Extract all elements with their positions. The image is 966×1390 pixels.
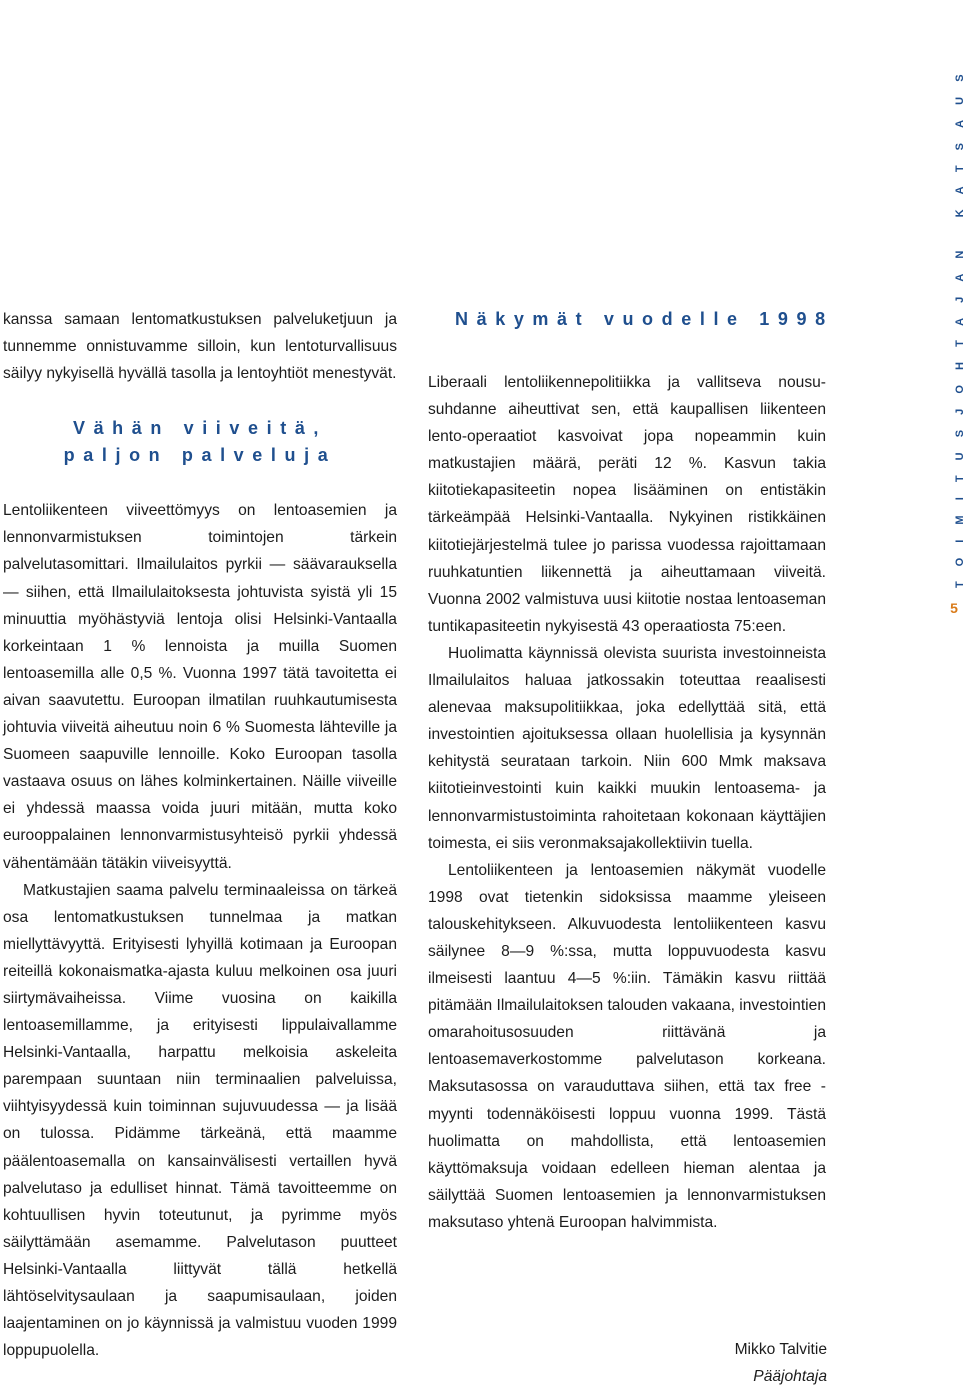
outlook-paragraph-2: Huolimatta käynnissä olevista suurista investoinneista Ilmailulaitos haluaa jatkossakin toteuttaa reaalisesti alenevaa maksupolitiikkaa, joka edellyttää sitä, että investointien ajoituksessa ollaan huolellisia ja kysynnän kehitystä seurataan tarkoin. Niin 600 Mmk maksava kiitotieinvestointi kuin kaikki muukin lentoasema- ja lennonvarmistustoiminta rahoitetaan kokonaan käyttäjien toimesta, ei siis veronmaksajakollektiivin tuella.	[428, 644, 826, 852]
intro-paragraph: kanssa samaan lentomatkustuksen palveluketjuun ja tunnemme onnistuvamme silloin, kun lentoturvallisuus säilyy nykyisellä hyvällä tasolla ja lentoyhtiöt menestyvät.	[3, 311, 397, 383]
heading-line-1: Vähän viiveitä,	[72, 418, 328, 439]
section-heading-delays	[3, 415, 397, 469]
delays-paragraph: Lentoliikenteen viiveettömyys on lentoasemien ja lennonvarmistuksen toimintojen tärkein palvelutasomittari. Ilmailulaitos pyrkii — säävarauksella — siihen, että Ilmailulaitoksesta johtuvista syistä yli 15 minuuttia myöhästyviä lentoja olisi Helsinki-Vantaalla korkeintaan 1 % lennoista ja muilla Suomen lentoasemilla alle 0,5 %. Vuonna 1997 tätä tavoitetta ei aivan saavutettu. Euroopan ilmatilan ruuhkautumisesta johtuvia viiveitä aiheutuu noin 6 % Suomesta lähteville ja Suomeen saapuville lennoille. Koko Euroopan tasolla vastaava osuus on lähes kolminkertainen. Näille viiveille ei yhdessä maassa voida juuri mitään, mutta koko eurooppalainen lennonvarmistusyhteisö pyrkii yhdessä vähentämään tätäkin viiveisyyttä.	[3, 502, 397, 872]
signature-name: Mikko Talvitie	[734, 1341, 827, 1358]
terminal-service-paragraph: Matkustajien saama palvelu terminaaleissa on tärkeä osa lentomatkustuksen tunnelmaa ja matkan miellyttävyyttä. Erityisesti lyhyillä kotimaan ja Euroopan reiteillä kokonaismatka-ajasta kuluu melkoinen osa juuri siirtymävaiheissa. Viime vuosina on kaikilla lentoasemillamme, ja erityisesti lippulaivallamme Helsinki-Vantaalla, harpattu melkoisia askeleita parempaan suuntaan niin terminaalien palveluissa, viihtyisyydessä kuin toiminnan sujuvuudessa — ja lisää on tulossa. Pidämme tärkeänä, että maamme päälentoasemalla on kansainvälisesti vertaillen hyvä palvelutaso ja edulliset hinnat. Tämä tavoitteemme on kohtuullisen hyvin toteutunut, ja pyrimme myös säilyttämään asemamme. Palvelutason puutteet Helsinki-Vantaalla liittyvät tällä hetkellä lähtöselvitysaulaan ja saapumisaulaan, joiden laajentaminen on jo käynnissä ja valmistuu vuoden 1999 loppupuolella.	[3, 881, 397, 1360]
outlook-paragraph-3: Lentoliikenteen ja lentoasemien näkymät vuodelle 1998 ovat tietenkin sidoksissa maamme yleiseen talouskehitykseen. Alkuvuodesta lentoliikenteen kasvu säilynee 8—9 %:ssa, mutta loppuvuodesta kasvu ilmeisesti laantuu 4—5 %:iin. Tämäkin kasvu riittää pitämään Ilmailulaitoksen talouden vakaana, investointien omarahoitusosuuden riittävänä ja lentoasemaverkostomme palvelutason korkeana. Maksutasossa on varauduttava siihen, että tax free -myynti todennäköisesti loppuu vuonna 1999. Tästä huolimatta on mahdollista, että lentoasemien käyttömaksuja voidaan edelleen hieman alentaa ja säilyttää Suomen lentoasemien ja lennonvarmistuksen maksutaso yhtenä Euroopan halvimmista.	[428, 861, 826, 1231]
outlook-paragraph-1: Liberaali lentoliikennepolitiikka ja vallitseva noususuhdanne aiheuttivat sen, että kaupallisen liikenteen lento-operaatiot kasvoivat jopa nopeammin kuin matkustajien määrä, peräti 12 %. Kasvun takia kiitotiekapasiteetin nopea lisääminen on entistäkin tärkeämpää Helsinki-Vantaalla. Nykyinen ristikkäinen kiitotiejärjestelmä tulee jo parissa vuodessa rajoittamaan ruuhkatuntien liikennettä ja aiheuttamaan viiveitä. Vuonna 2002 valmistuva uusi kiitotie nostaa lentoaseman tuntikapasiteetin nykyisestä 43 operaatiosta 75:een.	[428, 374, 826, 635]
signature-block	[600, 1336, 827, 1390]
section-heading-outlook: Näkymät vuodelle 1998	[455, 309, 834, 329]
section-side-label: TOIMITUSJOHTAJAN KATSAUS	[954, 59, 966, 588]
heading-line-2: paljon palveluja	[63, 445, 337, 466]
signature-title: Pääjohtaja	[753, 1368, 827, 1385]
right-column	[428, 306, 834, 1236]
page-number: 5	[950, 600, 958, 616]
left-column	[3, 306, 397, 1364]
